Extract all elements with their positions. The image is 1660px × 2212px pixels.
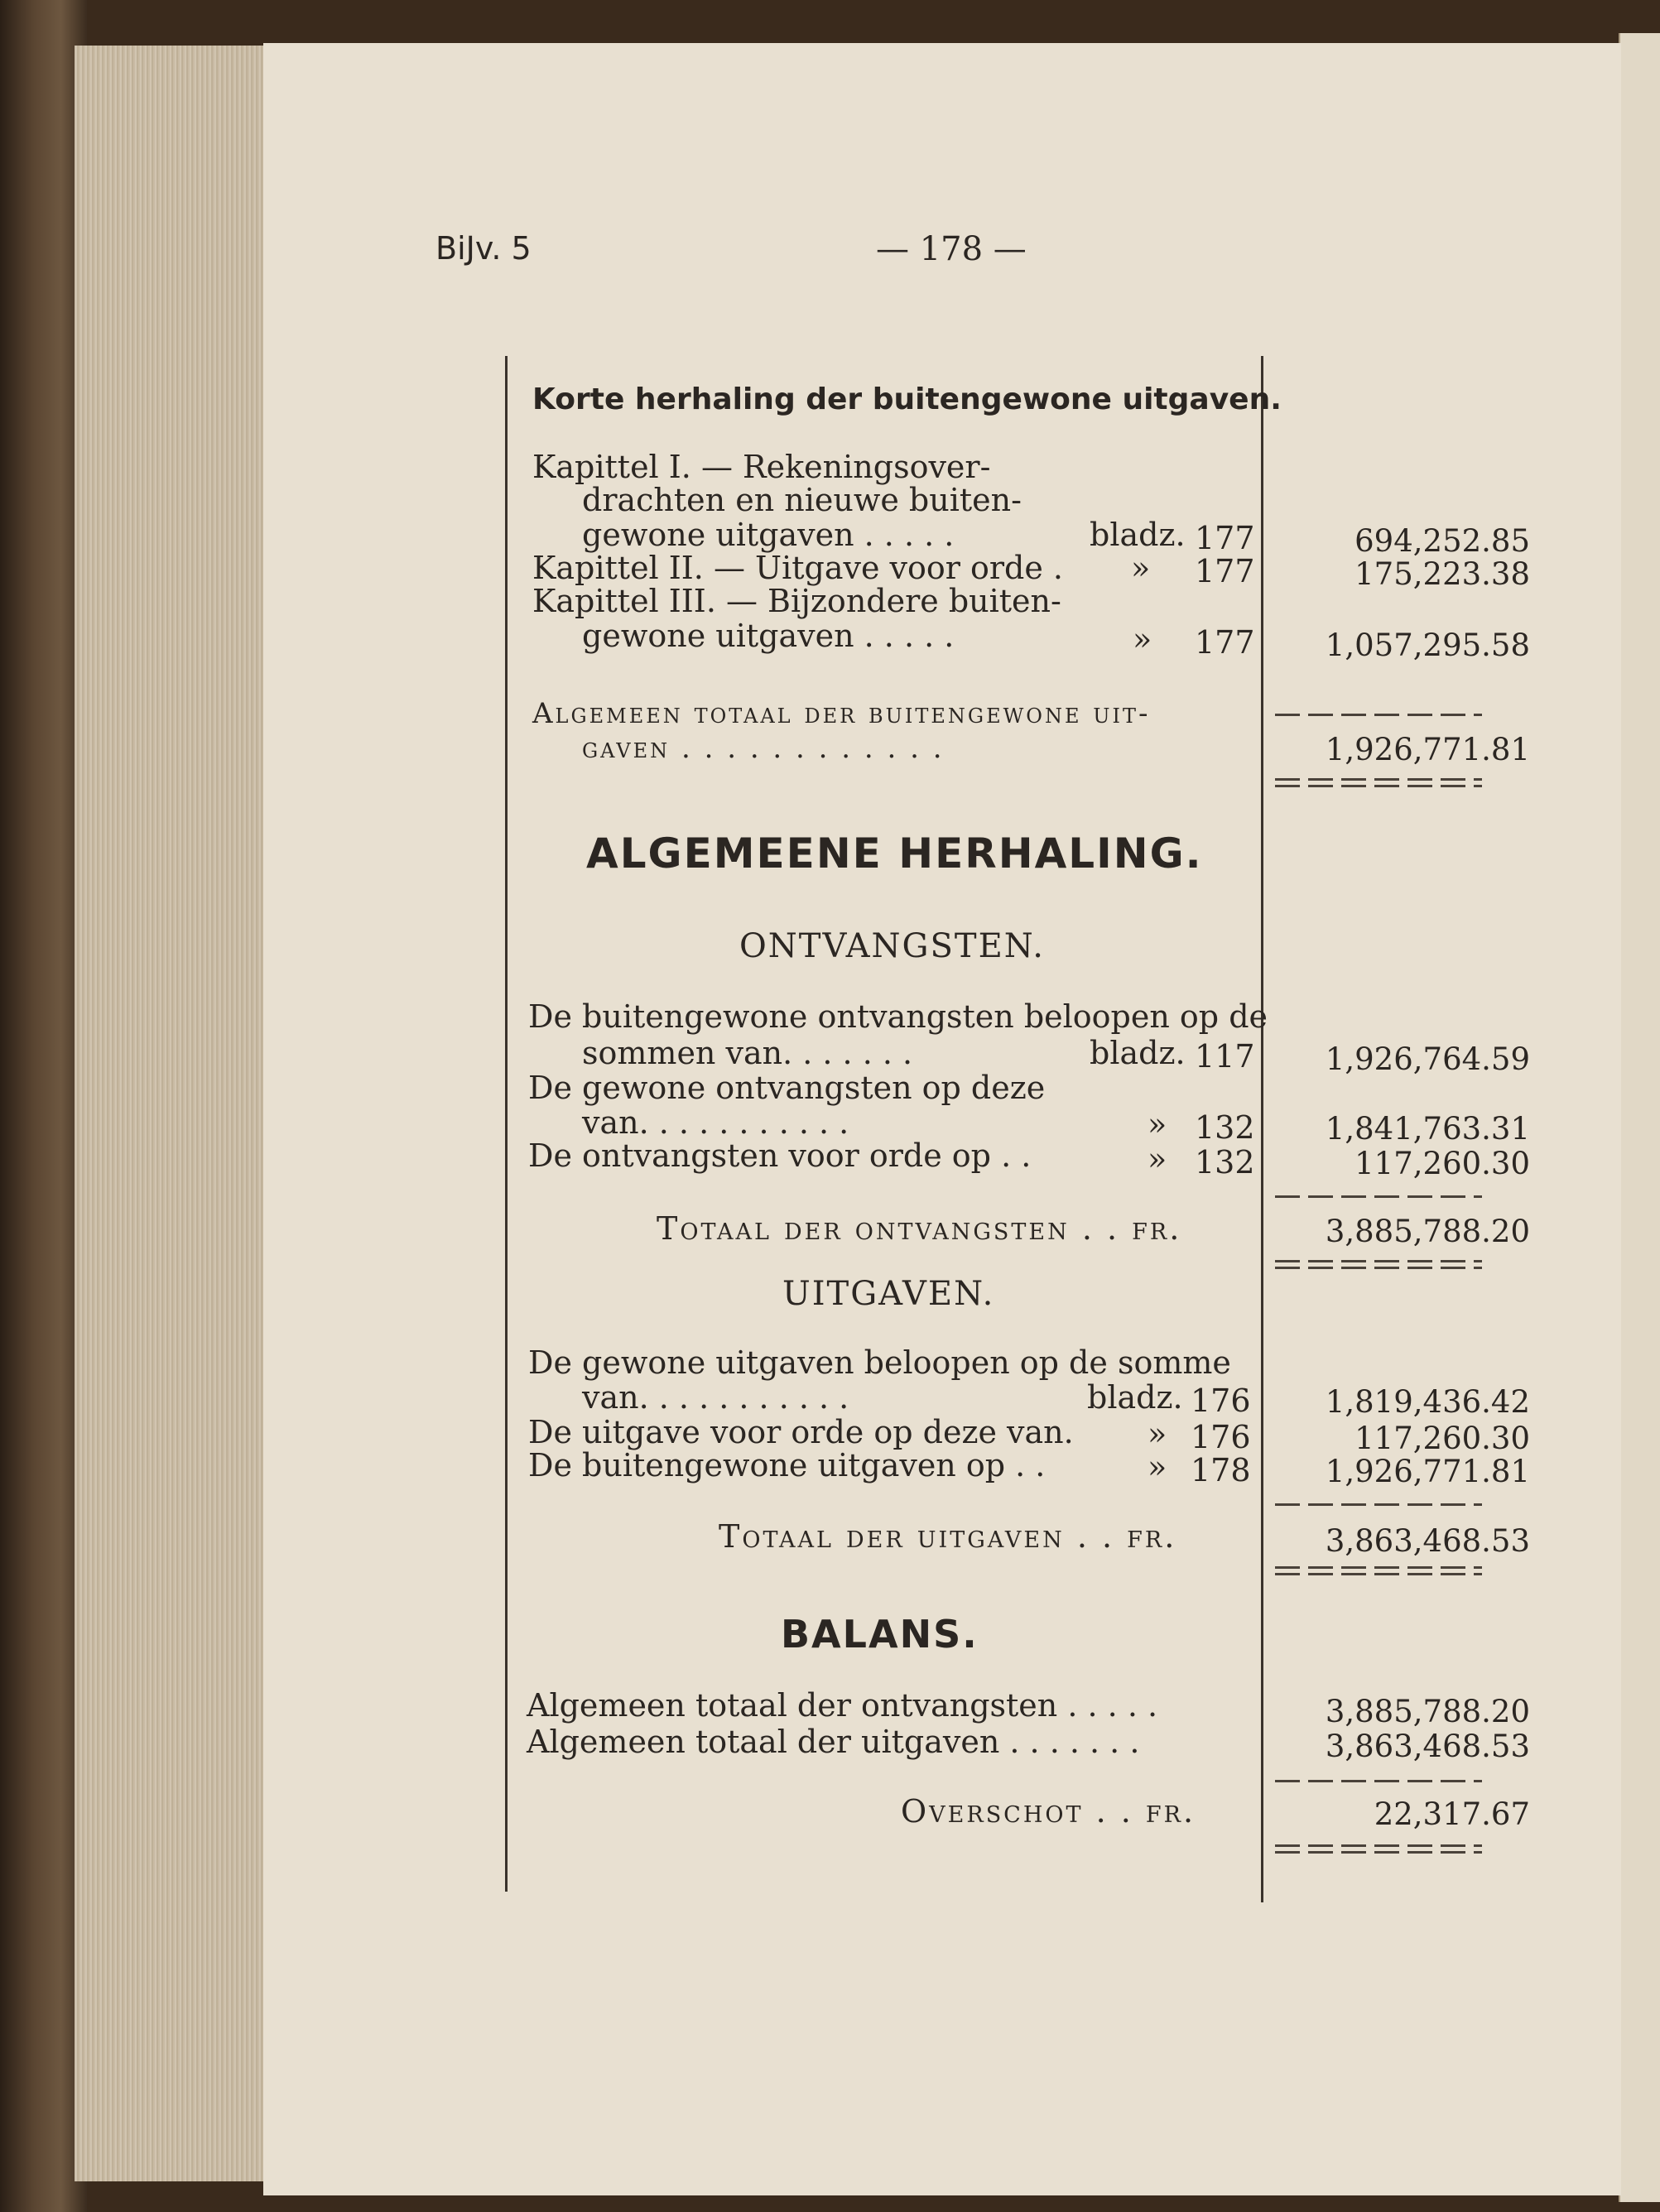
expense-2-amount: 117,260.30: [1354, 1421, 1530, 1456]
expense-2-ref: »: [1148, 1416, 1167, 1452]
receipts-double-rule-bottom: [1275, 1267, 1482, 1269]
page-edges: [75, 46, 265, 2181]
double-rule-bottom: [1275, 785, 1482, 787]
kapittel-3-amount: 1,057,295.58: [1325, 628, 1530, 663]
expense-3-page: 178: [1191, 1452, 1251, 1488]
kapittel-3-page: 177: [1195, 624, 1255, 661]
balance-expenses-amount: 3,863,468.53: [1325, 1729, 1530, 1764]
kapittel-2-page: 177: [1195, 553, 1255, 589]
receipt-1-line-2: sommen van. . . . . . .: [582, 1035, 913, 1071]
expense-1-line-1: De gewone uitgaven beloopen op de somme: [528, 1344, 1231, 1381]
expense-3-line-1: De buitengewone uitgaven op . .: [528, 1447, 1046, 1483]
double-rule-top: [1275, 778, 1482, 781]
expense-1-amount: 1,819,436.42: [1325, 1384, 1530, 1420]
receipt-2-amount: 1,841,763.31: [1325, 1111, 1530, 1147]
expense-1-line-2: van. . . . . . . . . . .: [582, 1379, 849, 1416]
receipt-2-line-2: van. . . . . . . . . . .: [582, 1104, 849, 1141]
section1-total-amount: 1,926,771.81: [1325, 732, 1530, 767]
surplus-label: Overschot . . fr.: [901, 1793, 1196, 1830]
receipt-1-ref: bladz.: [1090, 1035, 1186, 1071]
receipt-2-ref: »: [1148, 1106, 1167, 1142]
amount-column-rule: [1261, 356, 1263, 1902]
section-title-balans: BALANS.: [781, 1612, 979, 1657]
kapittel-2-amount: 175,223.38: [1354, 556, 1530, 592]
kapittel-1-line-2: drachten en nieuwe buiten-: [582, 482, 1022, 518]
kapittel-2-ref: »: [1131, 550, 1151, 586]
subsection-title-ontvangsten: ONTVANGSTEN.: [739, 927, 1045, 965]
expenses-total-amount: 3,863,468.53: [1325, 1523, 1530, 1559]
receipt-3-page: 132: [1195, 1144, 1255, 1181]
expense-2-line-1: De uitgave voor orde op deze van.: [528, 1414, 1074, 1450]
balance-receipts-amount: 3,885,788.20: [1325, 1694, 1530, 1729]
expenses-double-rule-bottom: [1275, 1573, 1482, 1575]
kapittel-1-page: 177: [1195, 520, 1255, 556]
kapittel-1-line-1: Kapittel I. — Rekeningsover-: [532, 449, 991, 485]
section-title-algemeene-herhaling: ALGEMEENE HERHALING.: [586, 830, 1203, 878]
kapittel-2-line-1: Kapittel II. — Uitgave voor orde .: [532, 550, 1063, 586]
expense-1-ref: bladz.: [1087, 1379, 1183, 1416]
receipt-3-ref: »: [1148, 1141, 1167, 1177]
receipt-3-line-1: De ontvangsten voor orde op . .: [528, 1137, 1032, 1174]
kapittel-1-amount: 694,252.85: [1354, 523, 1530, 559]
surplus-double-rule-bottom: [1275, 1851, 1482, 1854]
balance-sum-rule: [1275, 1780, 1482, 1782]
section1-total-label-line-2: gaven . . . . . . . . . . . .: [582, 732, 945, 765]
surplus-amount: 22,317.67: [1374, 1796, 1530, 1832]
kapittel-3-line-2: gewone uitgaven . . . . .: [582, 618, 955, 654]
receipt-1-line-1: De buitengewone ontvangsten beloopen op de: [528, 998, 1268, 1035]
balance-receipts-label: Algemeen totaal der ontvangsten . . . . .: [527, 1687, 1158, 1724]
page-number: — 178 —: [876, 230, 1027, 268]
left-column-rule: [505, 356, 508, 1892]
surplus-double-rule-top: [1275, 1844, 1482, 1847]
section-title-korte-herhaling: Korte herhaling der buitengewone uitgaven.: [532, 382, 1282, 416]
receipts-total-label: Totaal der ontvangsten . . fr.: [657, 1210, 1182, 1247]
section1-total-label-line-1: Algemeen totaal der buitengewone uit-: [532, 697, 1151, 730]
expense-1-page: 176: [1191, 1382, 1251, 1419]
kapittel-3-ref: »: [1133, 621, 1152, 657]
kapittel-1-line-3: gewone uitgaven . . . . .: [582, 517, 955, 553]
expense-2-page: 176: [1191, 1419, 1251, 1455]
receipt-1-page: 117: [1195, 1038, 1255, 1075]
expenses-double-rule-top: [1275, 1566, 1482, 1569]
subsection-title-uitgaven: UITGAVEN.: [782, 1275, 995, 1313]
receipt-2-page: 132: [1195, 1109, 1255, 1146]
expenses-sum-rule: [1275, 1503, 1482, 1506]
facing-page-edge: [1619, 33, 1660, 2202]
receipts-sum-rule: [1275, 1195, 1482, 1198]
receipt-2-line-1: De gewone ontvangsten op deze: [528, 1070, 1046, 1106]
total-separator-rule: [1275, 714, 1482, 716]
receipts-total-amount: 3,885,788.20: [1325, 1214, 1530, 1249]
kapittel-3-line-1: Kapittel III. — Bijzondere buiten-: [532, 583, 1061, 619]
expense-3-amount: 1,926,771.81: [1325, 1454, 1530, 1489]
balance-expenses-label: Algemeen totaal der uitgaven . . . . . . .: [527, 1724, 1140, 1760]
receipt-3-amount: 117,260.30: [1354, 1146, 1530, 1181]
header-left: BiJv. 5: [435, 230, 532, 267]
book-page: [263, 43, 1621, 2195]
receipts-double-rule-top: [1275, 1260, 1482, 1262]
expense-3-ref: »: [1148, 1449, 1167, 1485]
expenses-total-label: Totaal der uitgaven . . fr.: [719, 1518, 1177, 1555]
kapittel-1-ref: bladz.: [1090, 517, 1186, 553]
receipt-1-amount: 1,926,764.59: [1325, 1041, 1530, 1077]
